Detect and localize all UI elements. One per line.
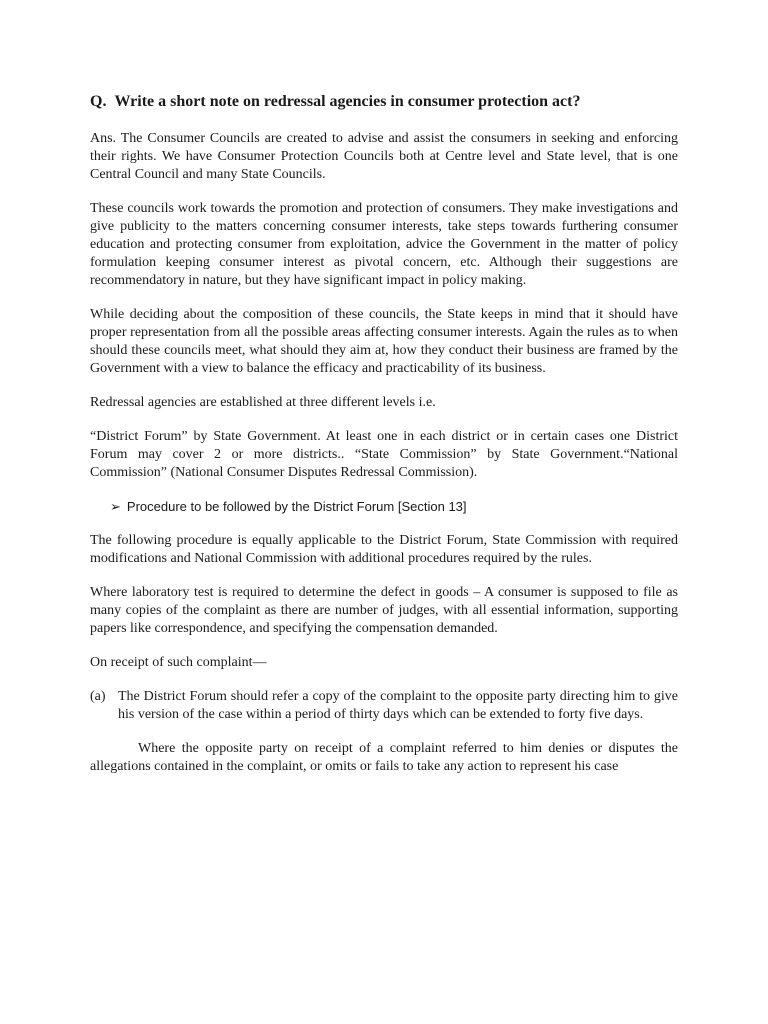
bullet-procedure — [110, 498, 678, 516]
paragraph-procedure-applicable: The following procedure is equally applicable to the District Forum, State Commission with required modifications and National Commission with additional procedures required by the rules. — [90, 533, 678, 566]
list-marker: (a) — [90, 689, 106, 704]
paragraph-opposite-party: Where the opposite party on receipt of a complaint referred to him denies or disputes the allegations contained in the complaint, or omits or fails to take any action to represent his case — [90, 741, 678, 774]
question-text: Write a short note on redressal agencies in consumer protection act? — [114, 93, 581, 110]
document-page — [90, 92, 678, 792]
list-item-a — [90, 688, 678, 724]
paragraph-on-receipt: On receipt of such complaint— — [90, 655, 267, 670]
question-heading — [90, 92, 678, 112]
paragraph-redressal-levels: Redressal agencies are established at three different levels i.e. — [90, 395, 436, 410]
bullet-text: Procedure to be followed by the District Forum [Section 13] — [126, 499, 467, 514]
paragraph-composition: While deciding about the composition of these councils, the State keeps in mind that it should have proper representation from all the possible areas affecting consumer interests. Again the rules as to when should these councils meet, what should they aim at, how they conduct their business are framed by the Government with a view to balance the efficacy and practicability of its business. — [90, 307, 678, 376]
arrow-bullet-icon: ➢ — [110, 499, 121, 514]
paragraph-councils-work: These councils work towards the promotion and protection of consumers. They make investigations and give publicity to the matters concerning consumer interests, take steps towards furthering consumer education and protecting consumer from exploitation, advice the Government in the matter of policy formulation keeping consumer interest as pivotal concern, etc. Although their suggestions are recommendatory in nature, but they have significant impact in policy making. — [90, 201, 678, 288]
paragraph-laboratory-test: Where laboratory test is required to determine the defect in goods – A consumer is supposed to file as many copies of the complaint as there are number of judges, with all essential information, supporting papers like correspondence, and specifying the compensation demanded. — [90, 585, 678, 636]
list-item-text: The District Forum should refer a copy of the complaint to the opposite party directing him to give his version of the case within a period of thirty days which can be extended to forty five days. — [118, 689, 678, 722]
paragraph-forums: “District Forum” by State Government. At least one in each district or in certain cases one District Forum may cover 2 or more districts.. “State Commission” by State Government.“National Commission” (National Consumer Disputes Redressal Commission). — [90, 429, 678, 480]
question-label: Q. — [90, 93, 107, 110]
paragraph-answer-intro: Ans. The Consumer Councils are created to advise and assist the consumers in seeking and enforcing their rights. We have Consumer Protection Councils both at Centre level and State level, that is one Central Council and many State Councils. — [90, 131, 678, 182]
